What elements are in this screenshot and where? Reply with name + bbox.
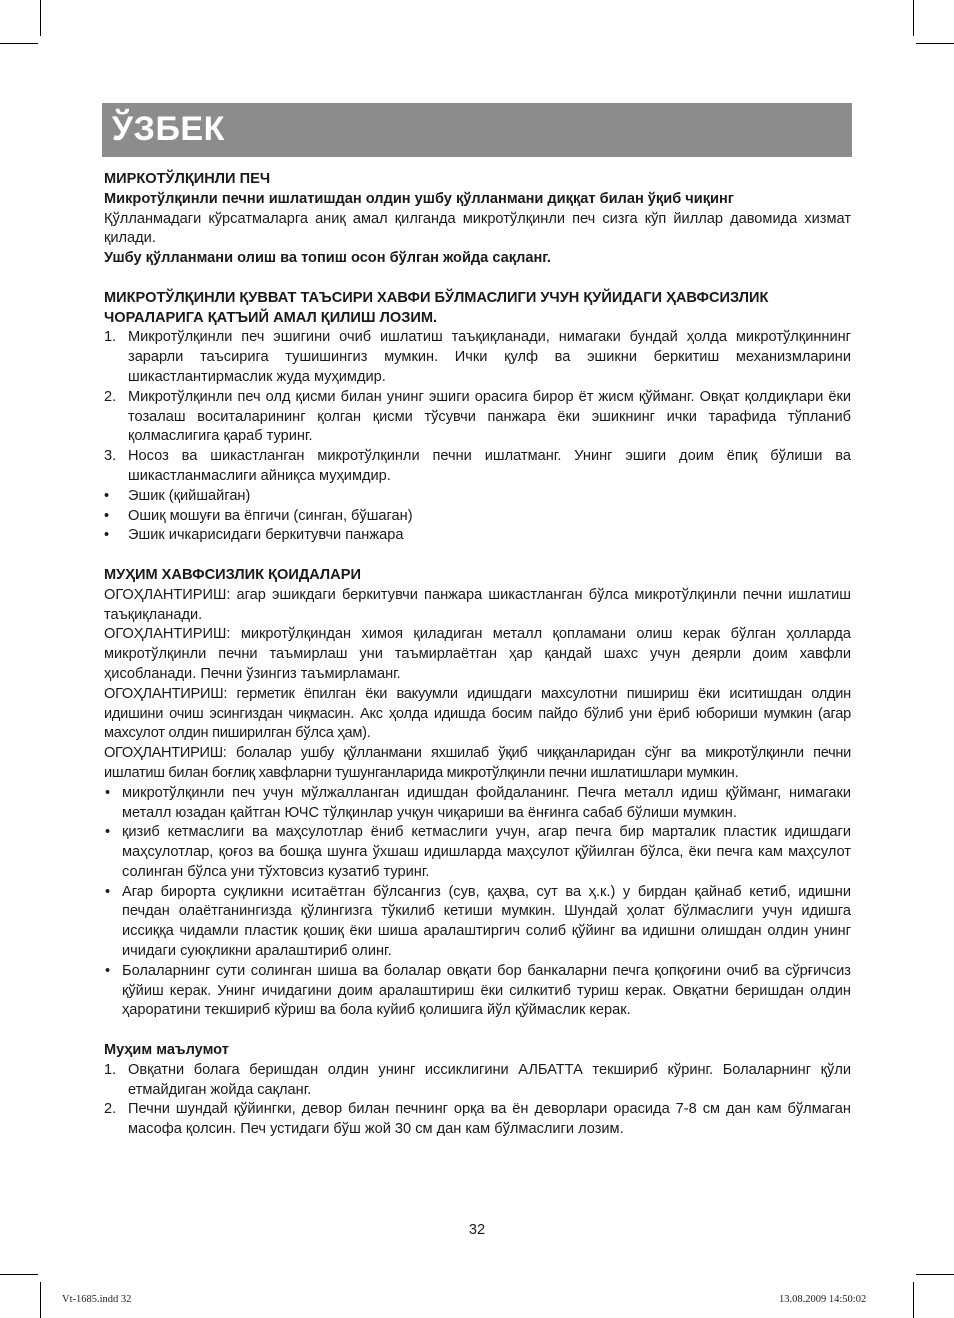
paragraph: Қўлланмадаги кўрсатмаларга аниқ амал қилганда микротўлқинли печ сизга кўп йиллар давомида хизмат қилади. (104, 210, 851, 247)
bullet-list (104, 487, 851, 546)
warning-paragraph: ОГОҲЛАНТИРИШ: герметик ёпилган ёки вакуумли идишдаги махсулотни пишириш ёки иситишдан олдин идишини очиш эсингиздан чиқмасин. Акс ҳолда идишда босим пайдо бўлиб уни ёриб юбориши мумкин (агар махсулот олдин пиширилган бўлса ҳам). (104, 685, 851, 742)
list-item: 2. Микротўлқинли печ олд қисми билан унинг эшиги орасига бирор ёт жисм қўйманг. Овқат қолдиқлари ёки тозалаш воситаларининг қолган қисми тўсувчи панжара ёки эшикнинг ички тарафида тўпланиб қолмаслигига қараб туринг. (104, 388, 851, 445)
crop-mark (0, 43, 38, 44)
list-item: 1. Овқатни болага беришдан олдин унинг иссиклигини АЛБАТТА текшириб кўринг. Болаларнинг қўли етмайдиган жойда сақланг. (104, 1061, 851, 1098)
bullet-icon: • (104, 507, 110, 524)
crop-mark (0, 1274, 38, 1275)
list-item: • Ошиқ мошуғи ва ёпгичи (синган, бўшаган) (104, 507, 851, 527)
bullet-icon: • (105, 962, 111, 979)
document-body (104, 170, 851, 1140)
banner-title: ЎЗБЕК (112, 110, 225, 148)
list-item: 3. Носоз ва шикастланган микротўлқинли печни ишлатманг. Унинг эшиги доим ёпиқ бўлиши ва шикастланмаслиги айниқса муҳимдир. (104, 448, 851, 484)
list-item: • микротўлқинли печ учун мўлжалланган идишдан фойдаланинг. Печга металл идиш қўйманг, нимагаки металл юзадан қайтган ЮЧС тўлқинлар учқун чиқариши ва ёнғинга сабаб бўлиши мумкин. (105, 784, 851, 821)
bullet-icon: • (105, 824, 111, 841)
section-heading: МИКРОТЎЛҚИНЛИ ҚУВВАТ ТАЪСИРИ ХАВФИ БЎЛМАСЛИГИ УЧУН ҚУЙИДАГИ ҲАВФСИЗЛИК ЧОРАЛАРИГА ҚАТЪИЙ АМАЛ ҚИЛИШ ЛОЗИМ. (104, 289, 769, 326)
crop-mark (916, 43, 954, 44)
list-item: • қизиб кетмаслиги ва маҳсулотлар ёниб кетмаслиги учун, агар печга бир марталик пластик идишдаги маҳсулотлар, қоғоз ва бошқа шунга ўхшаш идишларда маҳсулот қўйилган бўлса, ёки печга кам маҳсулот солинган бўлса уни тўхтовсиз кузатиб туринг. (105, 824, 851, 880)
footer-date: 13.08.2009 14:50:02 (779, 1294, 867, 1305)
warning-paragraph: ОГОҲЛАНТИРИШ: агар эшикдаги беркитувчи панжара шикастланган бўлса микротўлқинли печни ишлатиш таъқиқланади. (104, 586, 851, 623)
section-heading: МУҲИМ ХАВФСИЗЛИК ҚОИДАЛАРИ (104, 566, 361, 583)
numbered-list (104, 328, 851, 486)
warning-paragraph: ОГОҲЛАНТИРИШ: болалар ушбу қўлланмани яхшилаб ўқиб чиққанларидан сўнг ва микротўлқинли печни ишлатиш билан боғлиқ хавфларни тушунганларида микротўлқинли печни ишлатишлари мумкин. (104, 745, 851, 781)
crop-mark (40, 0, 41, 36)
list-item: • Эшик (қийшайган) (104, 487, 851, 507)
list-item: • Эшик ичкарисидаги беркитувчи панжара (104, 526, 851, 546)
bullet-icon: • (104, 527, 110, 544)
list-item: 1. Микротўлқинли печ эшигини очиб ишлатиш таъқиқланади, нимагаки бундай ҳолда микротўлқиннинг зарарли таъсирига тушишингиз мумкин. Ички қулф ва эшикни беркитиш механизмларини шикастлантирмаслик жуда муҳимдир. (104, 329, 851, 385)
crop-mark (40, 1282, 41, 1318)
section-subheading: Микротўлқинли печни ишлатишдан олдин ушбу қўлланмани диққат билан ўқиб чиқинг (104, 190, 734, 207)
bullet-icon: • (105, 784, 111, 801)
page-number: 32 (468, 1222, 486, 1238)
section-heading: Муҳим маълумот (104, 1042, 229, 1059)
crop-mark (913, 0, 914, 36)
bullet-list (104, 784, 851, 1022)
crop-mark (913, 1282, 914, 1318)
numbered-list (104, 1061, 851, 1140)
list-item: 2. Печни шундай қўйингки, девор билан печнинг орқа ва ён деворлари орасида 7-8 см дан кам бўлмаган масофа қолсин. Печ устидаги бўш жой 30 см дан кам бўлмаслиги лозим. (104, 1101, 851, 1138)
list-item: • Болаларнинг сути солинган шиша ва болалар овқати бор банкаларни печга қопқоғини очиб ва сўрғичсиз қўйиш керак. Унинг ичидагини доим аралаштириш ёки силкитиб туриш керак. Овқатни беришдан олдин ҳароратини текшириб кўриш ва бола куйиб қолишига йўл қўймаслик керак. (105, 962, 851, 1019)
bullet-icon: • (104, 487, 110, 504)
crop-mark (916, 1274, 954, 1275)
paragraph-note: Ушбу қўлланмани олиш ва топиш осон бўлган жойда сақланг. (104, 250, 551, 267)
language-banner (102, 103, 852, 157)
warning-paragraph: ОГОҲЛАНТИРИШ: микротўлқиндан химоя қиладиган металл қопламани олиш керак бўлган ҳолларда микротўлқинли печни таъмирлаш уни таъмирлаётган ҳар қандай шахс учун деярли доим хавфли ҳисобланади. Печни ўзингиз таъмирламанг. (104, 626, 851, 682)
footer-file: Vt-1685.indd 32 (62, 1294, 132, 1305)
section-heading: МИРКОТЎЛҚИНЛИ ПЕЧ (104, 171, 271, 187)
bullet-icon: • (105, 883, 111, 900)
list-item: • Агар бирорта суқликни иситаётган бўлсангиз (сув, қаҳва, сут ва ҳ.к.) у бирдан қайнаб кетиб, идишни печдан олаётганингизда қўлингизга тўкилиб кетиши мумкин. Шундай ҳолат бўлмаслиги учун идишга иссиққа чидамли пластик қошиқ ёки шиша аралаштиргич солиб қўйинг ва идишни олишдан олдин унинг ичидаги суюқликни аралаштириб олинг. (105, 883, 851, 960)
